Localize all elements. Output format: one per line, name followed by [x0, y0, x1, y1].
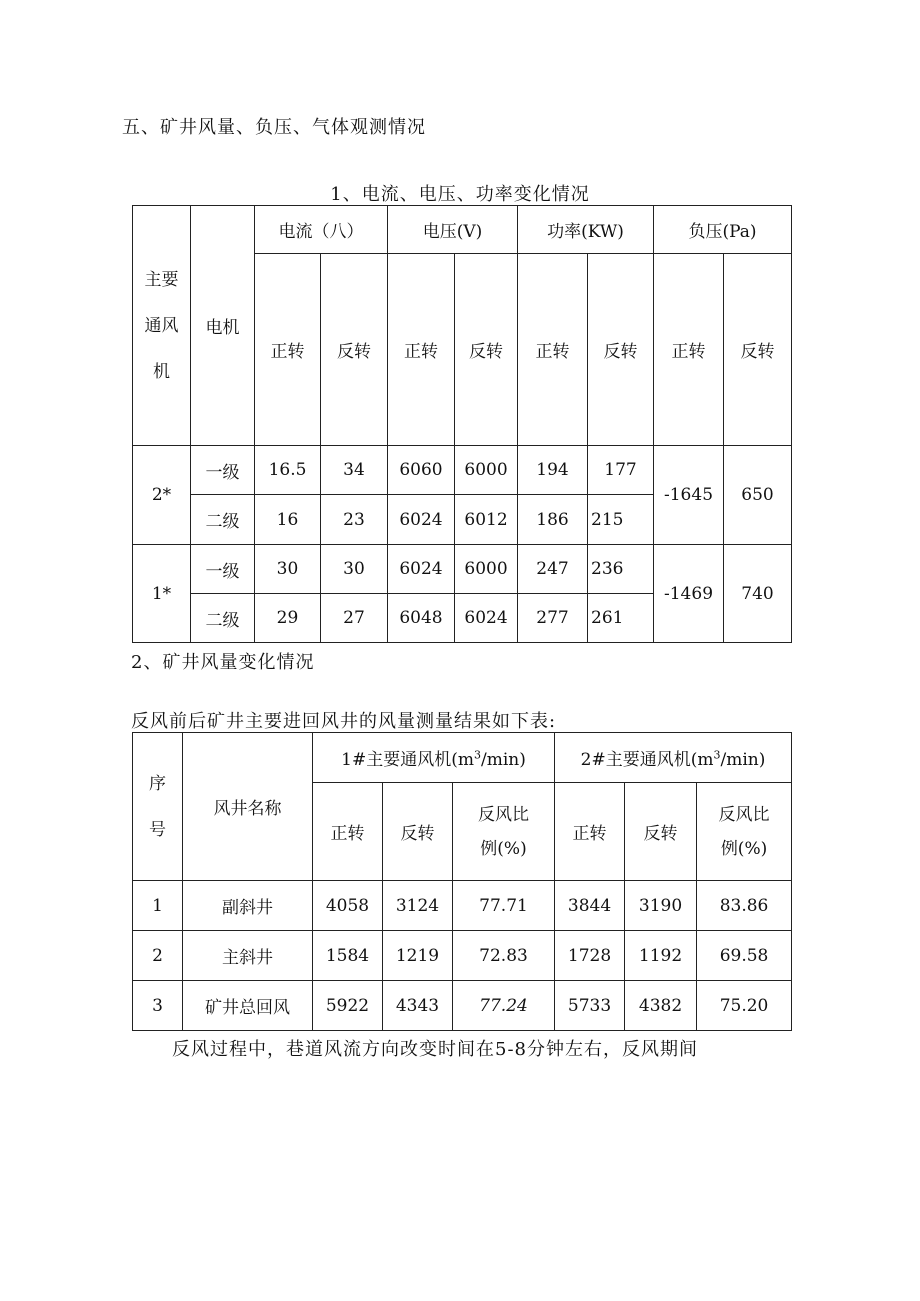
fan1-header: 1#主要通风机$(m^3/\min)$	[313, 733, 555, 783]
reverse-header: 反转	[625, 783, 697, 881]
stage-cell: 一级	[191, 446, 255, 495]
pressure-forward: -1469	[654, 545, 724, 643]
stage-cell: 一级	[191, 545, 255, 594]
forward-header: 正转	[313, 783, 383, 881]
reverse-header: 反转	[455, 254, 518, 446]
current-reverse: 23	[321, 495, 388, 545]
section2-heading: 2、矿井风量变化情况	[131, 652, 315, 673]
shaft-name: 主斜井	[183, 931, 313, 981]
voltage-reverse: 6000	[455, 446, 518, 495]
fan2-forward: 1728	[555, 931, 625, 981]
voltage-header: 电压(V)	[388, 206, 518, 254]
voltage-forward: 6048	[388, 594, 455, 643]
fan1-reverse: 1219	[383, 931, 453, 981]
power-reverse: 215	[588, 495, 654, 545]
fan2-ratio: 83.86	[697, 881, 792, 931]
seq-header: 序 号	[133, 733, 183, 881]
shaft-name: 副斜井	[183, 881, 313, 931]
current-forward: 30	[255, 545, 321, 594]
fan2-reverse: 4382	[625, 981, 697, 1031]
stage-cell: 二级	[191, 495, 255, 545]
shaft-name-header: 风井名称	[183, 733, 313, 881]
fan2-ratio: 75.20	[697, 981, 792, 1031]
forward-header: 正转	[255, 254, 321, 446]
forward-header: 正转	[388, 254, 455, 446]
current-header: 电流（八）	[255, 206, 388, 254]
ratio-header: 反风比 例(%)	[697, 783, 792, 881]
pressure-reverse: 650	[724, 446, 792, 545]
voltage-reverse: 6012	[455, 495, 518, 545]
table-row	[133, 446, 792, 495]
power-reverse: 236	[588, 545, 654, 594]
forward-header: 正转	[518, 254, 588, 446]
section-heading: 五、矿井风量、负压、气体观测情况	[122, 117, 426, 138]
fan1-reverse: 4343	[383, 981, 453, 1031]
current-forward: 16.5	[255, 446, 321, 495]
power-forward: 186	[518, 495, 588, 545]
pressure-forward: -1645	[654, 446, 724, 545]
current-forward: 29	[255, 594, 321, 643]
fan1-ratio: 72.83	[453, 931, 555, 981]
voltage-reverse: 6024	[455, 594, 518, 643]
shaft-name: 矿井总回风	[183, 981, 313, 1031]
fan1-forward: 5922	[313, 981, 383, 1031]
ratio-header: 反风比 例(%)	[453, 783, 555, 881]
table1-caption: 1、电流、电压、功率变化情况	[330, 184, 590, 205]
current-reverse: 30	[321, 545, 388, 594]
forward-header: 正转	[654, 254, 724, 446]
reverse-header: 反转	[724, 254, 792, 446]
fan2-header: 2#主要通风机$(m^3/\min)$	[555, 733, 792, 783]
body-paragraph: 反风过程中，巷道风流方向改变时间在5-8分钟左右，反风期间	[172, 1039, 698, 1060]
fan-name: 1*	[133, 545, 191, 643]
table-row	[133, 981, 792, 1031]
table-row	[133, 545, 792, 594]
fan1-reverse: 3124	[383, 881, 453, 931]
pressure-reverse: 740	[724, 545, 792, 643]
intro-text: 反风前后矿井主要进回风井的风量测量结果如下表:	[131, 711, 557, 732]
seq-cell: 3	[133, 981, 183, 1031]
airflow-table	[132, 732, 792, 1031]
fan2-reverse: 1192	[625, 931, 697, 981]
fan2-reverse: 3190	[625, 881, 697, 931]
current-forward: 16	[255, 495, 321, 545]
voltage-forward: 6024	[388, 495, 455, 545]
table-row	[133, 931, 792, 981]
seq-cell: 1	[133, 881, 183, 931]
table-row	[133, 881, 792, 931]
fan1-ratio: 77.71	[453, 881, 555, 931]
reverse-header: 反转	[321, 254, 388, 446]
power-forward: 247	[518, 545, 588, 594]
power-reverse: 177	[588, 446, 654, 495]
fan2-ratio: 69.58	[697, 931, 792, 981]
reverse-header: 反转	[383, 783, 453, 881]
fan1-forward: 1584	[313, 931, 383, 981]
forward-header: 正转	[555, 783, 625, 881]
current-reverse: 27	[321, 594, 388, 643]
power-forward: 194	[518, 446, 588, 495]
power-table	[132, 205, 792, 643]
voltage-forward: 6024	[388, 545, 455, 594]
voltage-forward: 6060	[388, 446, 455, 495]
fan-name: 2*	[133, 446, 191, 545]
seq-cell: 2	[133, 931, 183, 981]
fan1-forward: 4058	[313, 881, 383, 931]
pressure-header: 负压(Pa)	[654, 206, 792, 254]
motor-header: 电机	[191, 206, 255, 446]
fan1-ratio: 77.24	[453, 981, 555, 1031]
voltage-reverse: 6000	[455, 545, 518, 594]
power-forward: 277	[518, 594, 588, 643]
stage-cell: 二级	[191, 594, 255, 643]
reverse-header: 反转	[588, 254, 654, 446]
fan-header: 主要 通风 机	[133, 206, 191, 446]
power-header: 功率(KW)	[518, 206, 654, 254]
fan2-forward: 5733	[555, 981, 625, 1031]
power-reverse: 261	[588, 594, 654, 643]
current-reverse: 34	[321, 446, 388, 495]
fan2-forward: 3844	[555, 881, 625, 931]
